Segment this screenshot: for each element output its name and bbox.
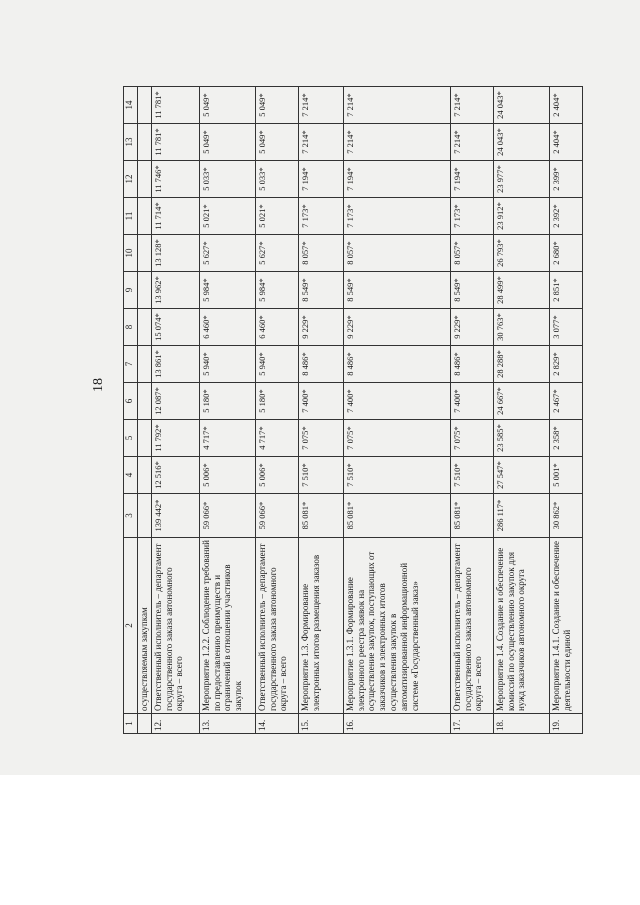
value-cell: 8 486* <box>298 346 343 383</box>
value-cell: 23 585* <box>493 420 549 457</box>
value-cell: 5 984* <box>199 272 255 309</box>
value-cell <box>138 272 152 309</box>
value-cell: 28 288* <box>493 346 549 383</box>
value-cell: 7 214* <box>298 87 343 124</box>
row-description: Мероприятие 1.2.2. Соблюдение требований по предоставлению преимуществ и ограничений в отношении участников закупок <box>199 538 255 714</box>
row-description: Ответственный исполнитель – департамент государственного заказа автономного округа – всего <box>151 538 199 714</box>
value-cell: 23 977* <box>493 161 549 198</box>
value-cell: 4 717* <box>255 420 298 457</box>
table-row <box>493 87 549 734</box>
value-cell: 5 940* <box>255 346 298 383</box>
value-cell: 6 460* <box>199 309 255 346</box>
table-row <box>151 87 199 734</box>
value-cell <box>138 87 152 124</box>
header-row <box>124 87 138 734</box>
row-number: 12. <box>151 714 199 734</box>
value-cell <box>138 457 152 494</box>
table-row <box>450 87 493 734</box>
value-cell: 5 180* <box>255 383 298 420</box>
value-cell <box>138 198 152 235</box>
value-cell <box>138 494 152 538</box>
value-cell: 24 667* <box>493 383 549 420</box>
row-number: 18. <box>493 714 549 734</box>
column-header: 12 <box>124 161 138 198</box>
value-cell: 7 075* <box>298 420 343 457</box>
value-cell: 5 021* <box>255 198 298 235</box>
value-cell: 7 400* <box>450 383 493 420</box>
value-cell: 5 001* <box>549 457 582 494</box>
value-cell: 5 984* <box>255 272 298 309</box>
value-cell: 11 781* <box>151 87 199 124</box>
value-cell: 2 399* <box>549 161 582 198</box>
value-cell: 2 404* <box>549 124 582 161</box>
page-number: 18 <box>91 378 106 392</box>
value-cell: 24 043* <box>493 124 549 161</box>
value-cell: 7 173* <box>450 198 493 235</box>
value-cell: 7 173* <box>343 198 450 235</box>
row-number: 14. <box>255 714 298 734</box>
column-header: 14 <box>124 87 138 124</box>
value-cell <box>138 383 152 420</box>
value-cell: 8 549* <box>343 272 450 309</box>
value-cell <box>138 235 152 272</box>
value-cell: 23 912* <box>493 198 549 235</box>
value-cell: 2 680* <box>549 235 582 272</box>
value-cell: 30 862* <box>549 494 582 538</box>
value-cell: 13 128* <box>151 235 199 272</box>
value-cell: 8 549* <box>450 272 493 309</box>
value-cell: 7 173* <box>298 198 343 235</box>
value-cell <box>138 309 152 346</box>
value-cell: 7 214* <box>298 124 343 161</box>
value-cell: 2 392* <box>549 198 582 235</box>
value-cell: 12 516* <box>151 457 199 494</box>
value-cell: 2 467* <box>549 383 582 420</box>
value-cell: 30 763* <box>493 309 549 346</box>
value-cell: 11 714* <box>151 198 199 235</box>
value-cell: 5 627* <box>199 235 255 272</box>
value-cell: 6 460* <box>255 309 298 346</box>
table-row <box>343 87 450 734</box>
value-cell: 4 717* <box>199 420 255 457</box>
value-cell: 5 033* <box>255 161 298 198</box>
row-description: Ответственный исполнитель – департамент государственного заказа автономного округа – всего <box>255 538 298 714</box>
value-cell: 9 229* <box>343 309 450 346</box>
value-cell: 85 081* <box>450 494 493 538</box>
row-description: Мероприятие 1.3.1. Формирование электронного реестра заявок на осуществление закупок, поступающих от заказчиков и электронных итогов осуществления закупок в автоматизированной информационной системе «Государственный заказ» <box>343 538 450 714</box>
rotated-page-content <box>85 18 585 742</box>
value-cell: 5 049* <box>255 124 298 161</box>
value-cell: 3 077* <box>549 309 582 346</box>
column-header: 11 <box>124 198 138 235</box>
column-header: 1 <box>124 714 138 734</box>
value-cell: 2 404* <box>549 87 582 124</box>
column-header: 7 <box>124 346 138 383</box>
table-row <box>298 87 343 734</box>
value-cell: 2 829* <box>549 346 582 383</box>
row-description: Мероприятие 1.3. Формирование электронных итогов размещения заказов <box>298 538 343 714</box>
value-cell <box>138 124 152 161</box>
value-cell: 7 194* <box>450 161 493 198</box>
value-cell: 7 194* <box>298 161 343 198</box>
value-cell: 5 049* <box>199 124 255 161</box>
table-row <box>138 87 152 734</box>
value-cell: 5 049* <box>255 87 298 124</box>
value-cell: 24 043* <box>493 87 549 124</box>
value-cell: 286 117* <box>493 494 549 538</box>
row-description: Мероприятие 1.4.1. Создание и обеспечение деятельности единой <box>549 538 582 714</box>
row-number: 17. <box>450 714 493 734</box>
budget-table <box>123 86 583 734</box>
value-cell: 5 180* <box>199 383 255 420</box>
value-cell <box>138 346 152 383</box>
column-header: 9 <box>124 272 138 309</box>
value-cell: 5 627* <box>255 235 298 272</box>
value-cell: 11 746* <box>151 161 199 198</box>
value-cell <box>138 161 152 198</box>
value-cell: 7 510* <box>343 457 450 494</box>
value-cell: 85 081* <box>343 494 450 538</box>
value-cell: 7 075* <box>343 420 450 457</box>
column-header: 3 <box>124 494 138 538</box>
row-number: 15. <box>298 714 343 734</box>
value-cell: 7 194* <box>343 161 450 198</box>
value-cell: 59 066* <box>255 494 298 538</box>
value-cell: 27 547* <box>493 457 549 494</box>
value-cell: 26 793* <box>493 235 549 272</box>
value-cell: 7 214* <box>343 124 450 161</box>
value-cell: 7 075* <box>450 420 493 457</box>
column-header: 6 <box>124 383 138 420</box>
table-row <box>255 87 298 734</box>
row-description: осуществляемым закупкам <box>138 538 152 714</box>
value-cell: 9 229* <box>298 309 343 346</box>
value-cell: 7 214* <box>450 87 493 124</box>
table-row <box>199 87 255 734</box>
value-cell: 8 057* <box>450 235 493 272</box>
value-cell: 28 499* <box>493 272 549 309</box>
value-cell: 11 781* <box>151 124 199 161</box>
value-cell: 13 861* <box>151 346 199 383</box>
value-cell: 8 057* <box>298 235 343 272</box>
value-cell: 8 549* <box>298 272 343 309</box>
value-cell <box>138 420 152 457</box>
value-cell: 5 033* <box>199 161 255 198</box>
column-header: 13 <box>124 124 138 161</box>
value-cell: 59 066* <box>199 494 255 538</box>
value-cell: 2 358* <box>549 420 582 457</box>
value-cell: 13 962* <box>151 272 199 309</box>
value-cell: 5 021* <box>199 198 255 235</box>
value-cell: 7 214* <box>343 87 450 124</box>
value-cell: 7 400* <box>298 383 343 420</box>
table-body <box>138 87 583 734</box>
table-row <box>549 87 582 734</box>
value-cell: 85 081* <box>298 494 343 538</box>
row-number: 16. <box>343 714 450 734</box>
value-cell: 7 214* <box>450 124 493 161</box>
row-description: Мероприятие 1.4. Создание и обеспечение комиссий по осуществлению закупок для нужд заказчиков автономного округа <box>493 538 549 714</box>
value-cell: 5 049* <box>199 87 255 124</box>
value-cell: 11 792* <box>151 420 199 457</box>
value-cell: 5 940* <box>199 346 255 383</box>
value-cell: 2 851* <box>549 272 582 309</box>
value-cell: 8 486* <box>343 346 450 383</box>
value-cell: 5 006* <box>255 457 298 494</box>
value-cell: 15 074* <box>151 309 199 346</box>
column-header: 8 <box>124 309 138 346</box>
value-cell: 8 486* <box>450 346 493 383</box>
value-cell: 7 510* <box>450 457 493 494</box>
column-header: 5 <box>124 420 138 457</box>
value-cell: 9 229* <box>450 309 493 346</box>
row-number: 19. <box>549 714 582 734</box>
row-description: Ответственный исполнитель – департамент государственного заказа автономного округа – всего <box>450 538 493 714</box>
value-cell: 139 442* <box>151 494 199 538</box>
column-header: 10 <box>124 235 138 272</box>
value-cell: 8 057* <box>343 235 450 272</box>
column-header: 2 <box>124 538 138 714</box>
row-number <box>138 714 152 734</box>
value-cell: 12 087* <box>151 383 199 420</box>
row-number: 13. <box>199 714 255 734</box>
column-header: 4 <box>124 457 138 494</box>
value-cell: 7 510* <box>298 457 343 494</box>
value-cell: 7 400* <box>343 383 450 420</box>
value-cell: 5 006* <box>199 457 255 494</box>
